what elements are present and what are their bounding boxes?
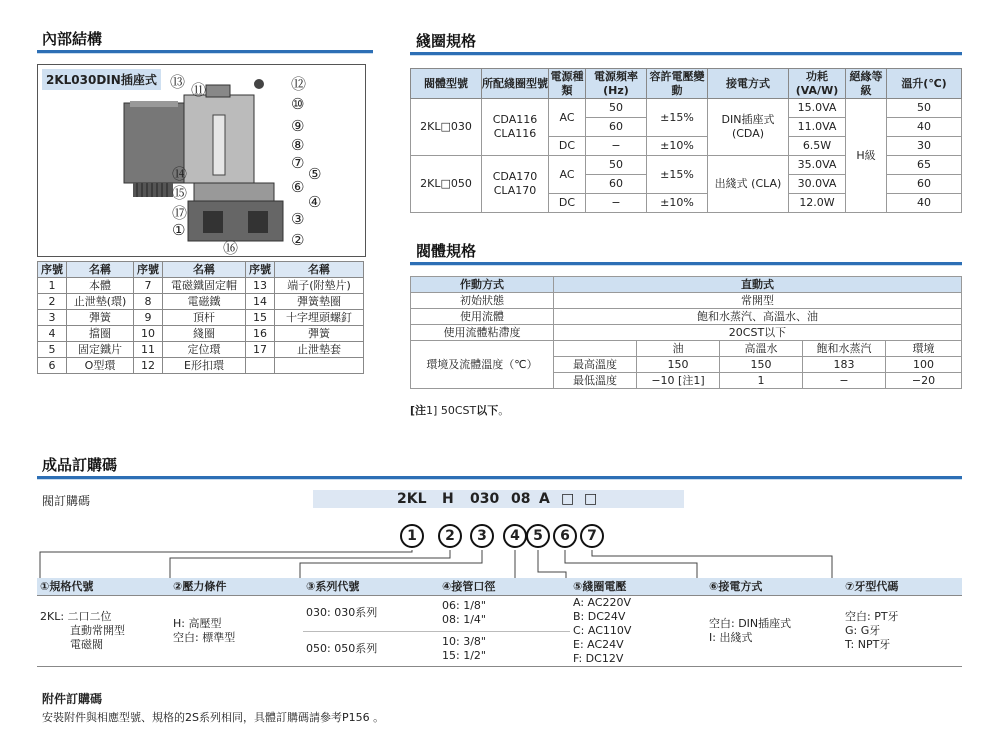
order-text: 08: 1/4" <box>442 613 486 627</box>
valve-cell: 最高溫度 <box>554 357 637 373</box>
code-part-3: 030 <box>470 491 500 507</box>
parts-cell: 止泄墊套 <box>275 342 364 358</box>
coil-header: 接電方式 <box>708 69 789 99</box>
coil-temp: 40 <box>887 194 962 213</box>
callout-9: ⑨ <box>291 117 305 135</box>
coil-insulation: H級 <box>846 99 887 213</box>
coil-model: 2KL□030 <box>411 99 482 156</box>
order-port-cell <box>439 596 570 632</box>
coil-temp: 50 <box>887 99 962 118</box>
callout-5: ⑤ <box>308 165 322 183</box>
order-text: H: 高壓型 <box>173 617 222 630</box>
valve-header: 直動式 <box>554 277 962 293</box>
parts-header: 序號 <box>246 262 275 278</box>
valve-row <box>411 341 962 357</box>
order-index-3: 3 <box>470 524 494 548</box>
code-part-4: 08 <box>511 491 531 507</box>
coil-header: 溫升(℃) <box>887 69 962 99</box>
parts-row <box>38 278 364 294</box>
valve-cell: −10 [注1] <box>637 373 720 389</box>
parts-cell: 本體 <box>67 278 134 294</box>
valve-col: 環境 <box>886 341 962 357</box>
coil-title: 綫圈規格 <box>416 32 477 50</box>
order-spec-cell <box>37 596 170 667</box>
parts-cell: 4 <box>38 326 67 342</box>
parts-header-row <box>38 262 364 278</box>
order-thread-cell <box>842 596 962 667</box>
order-header-row <box>37 578 962 596</box>
coil-spec-table <box>410 68 962 213</box>
parts-cell: 止泄墊(環) <box>67 294 134 310</box>
order-title: 成品訂購碼 <box>42 456 118 474</box>
callout-16: ⑯ <box>223 239 239 257</box>
coil-power-type: DC <box>549 137 586 156</box>
parts-cell: 13 <box>246 278 275 294</box>
coil-freq: 60 <box>586 175 647 194</box>
order-text: B: DC24V <box>573 610 626 623</box>
callout-1: ① <box>172 221 186 239</box>
valve-cell: −20 <box>886 373 962 389</box>
coil-temp: 30 <box>887 137 962 156</box>
parts-cell: 電磁鐵 <box>163 294 246 310</box>
coil-type: CDA170 CLA170 <box>482 156 549 213</box>
valve-env-label: 環境及流體溫度（℃） <box>411 341 554 389</box>
order-text: 15: 1/2" <box>442 648 486 662</box>
parts-header: 名稱 <box>163 262 246 278</box>
valve-cell: 最低溫度 <box>554 373 637 389</box>
parts-cell: 17 <box>246 342 275 358</box>
parts-header: 名稱 <box>275 262 364 278</box>
coil-tolerance: ±15% <box>647 99 708 137</box>
order-header: ③系列代號 <box>303 578 439 596</box>
parts-cell: O型環 <box>67 358 134 374</box>
order-label: 閥訂購碼 <box>42 494 91 508</box>
parts-cell: 5 <box>38 342 67 358</box>
code-part-6: □ <box>561 491 575 507</box>
order-underline <box>37 476 962 479</box>
coil-tolerance: ±10% <box>647 194 708 213</box>
callout-15: ⑮ <box>172 184 188 202</box>
parts-cell: 14 <box>246 294 275 310</box>
order-text: G: G牙 <box>845 624 881 637</box>
valve-cell: 1 <box>720 373 803 389</box>
parts-cell: 頂杆 <box>163 310 246 326</box>
parts-row <box>38 358 364 374</box>
order-port-cell <box>439 631 570 667</box>
valve-label: 初始狀態 <box>411 293 554 309</box>
callout-2: ② <box>291 231 305 249</box>
parts-cell: 擋圈 <box>67 326 134 342</box>
parts-cell: 6 <box>38 358 67 374</box>
parts-header: 序號 <box>38 262 67 278</box>
parts-cell: 十字埋頭螺釘 <box>275 310 364 326</box>
coil-model: 2KL□050 <box>411 156 482 213</box>
parts-cell: 11 <box>134 342 163 358</box>
coil-header: 所配綫圈型號 <box>482 69 549 99</box>
order-header: ⑦牙型代碼 <box>842 578 962 596</box>
parts-cell: 2 <box>38 294 67 310</box>
valve-cell: 100 <box>886 357 962 373</box>
coil-power-type: AC <box>549 99 586 137</box>
callout-8: ⑧ <box>291 136 305 154</box>
coil-header-row <box>411 69 962 99</box>
order-text: I: 出綫式 <box>709 631 753 644</box>
parts-table <box>37 261 364 374</box>
callout-12: ⑫ <box>291 75 307 93</box>
coil-header: 功耗(VA/W) <box>789 69 846 99</box>
coil-power: 35.0VA <box>789 156 846 175</box>
order-index-2: 2 <box>438 524 462 548</box>
coil-freq: 50 <box>586 156 647 175</box>
order-text: 10: 3/8" <box>442 634 486 648</box>
order-index-5: 5 <box>526 524 550 548</box>
coil-power: 11.0VA <box>789 118 846 137</box>
order-text: F: DC12V <box>573 652 624 665</box>
note-num: 1] <box>426 404 438 417</box>
note-end: 以下 <box>476 404 499 417</box>
coil-header: 容許電壓變動 <box>647 69 708 99</box>
valve-value: 20CST以下 <box>554 325 962 341</box>
parts-cell: 彈簧 <box>67 310 134 326</box>
callout-14: ⑭ <box>172 165 188 183</box>
order-text: 直動常開型 <box>70 624 125 637</box>
coil-temp: 65 <box>887 156 962 175</box>
internal-title: 內部結構 <box>42 30 103 48</box>
coil-tolerance: ±10% <box>647 137 708 156</box>
order-index-7: 7 <box>580 524 604 548</box>
coil-power-type: AC <box>549 156 586 194</box>
coil-power: 12.0W <box>789 194 846 213</box>
order-text: T: NPT牙 <box>845 638 891 651</box>
parts-cell: 固定鐵片 <box>67 342 134 358</box>
coil-header: 電源種類 <box>550 69 584 97</box>
diagram-title: 2KL030DIN插座式 <box>42 69 161 90</box>
valve-underline <box>410 262 962 265</box>
order-text: A: AC220V <box>573 596 632 609</box>
order-header: ⑤綫圈電壓 <box>570 578 706 596</box>
valve-spec-table <box>410 276 962 389</box>
note-body: 50CST <box>437 404 477 417</box>
coil-freq: − <box>586 137 647 156</box>
internal-underline <box>37 50 373 53</box>
coil-tolerance: ±15% <box>647 156 708 194</box>
valve-col: 高溫水 <box>720 341 803 357</box>
parts-cell: 綫圈 <box>163 326 246 342</box>
coil-row <box>411 99 962 118</box>
order-header: ⑥接電方式 <box>706 578 842 596</box>
coil-power: 15.0VA <box>789 99 846 118</box>
order-text: C: AC110V <box>573 624 632 637</box>
order-code-table <box>37 578 962 667</box>
valve-row <box>411 293 962 309</box>
coil-connection: DIN插座式 (CDA) <box>708 99 789 156</box>
parts-cell: 彈簧 <box>275 326 364 342</box>
coil-freq: − <box>586 194 647 213</box>
valve-row <box>411 309 962 325</box>
callout-6: ⑥ <box>291 178 305 196</box>
coil-header: 電源頻率(Hz) <box>586 69 647 99</box>
valve-note <box>410 402 509 418</box>
order-index-1: 1 <box>400 524 424 548</box>
internal-diagram <box>37 64 366 257</box>
valve-cell: − <box>803 373 886 389</box>
coil-power-type: DC <box>549 194 586 213</box>
note-dot: 。 <box>498 404 510 417</box>
order-series-cell: 030: 030系列 <box>303 596 439 632</box>
coil-power: 30.0VA <box>789 175 846 194</box>
order-connection-cell <box>706 596 842 667</box>
order-text: 空白: DIN插座式 <box>709 617 792 630</box>
parts-cell: 9 <box>134 310 163 326</box>
order-index-4: 4 <box>503 524 527 548</box>
parts-cell: 12 <box>134 358 163 374</box>
order-text: 06: 1/8" <box>442 599 486 613</box>
parts-cell: 彈簧墊圈 <box>275 294 364 310</box>
valve-col: 油 <box>637 341 720 357</box>
code-part-5: A <box>539 491 550 507</box>
parts-cell: 端子(附墊片) <box>275 278 364 294</box>
parts-cell: 10 <box>134 326 163 342</box>
callout-10: ⑩ <box>291 95 305 113</box>
order-pressure-cell <box>170 596 303 667</box>
parts-row <box>38 326 364 342</box>
parts-cell <box>246 358 275 374</box>
order-text: 電磁閥 <box>70 638 103 651</box>
order-voltage-cell <box>570 596 706 667</box>
valve-empty <box>554 341 637 357</box>
note-tag: [注 <box>410 404 427 417</box>
valve-label: 使用流體 <box>411 309 554 325</box>
parts-cell: 8 <box>134 294 163 310</box>
valve-value: 常開型 <box>554 293 962 309</box>
parts-cell: 16 <box>246 326 275 342</box>
parts-cell: 定位環 <box>163 342 246 358</box>
parts-header: 序號 <box>134 262 163 278</box>
valve-col: 飽和水蒸汽 <box>803 341 886 357</box>
coil-temp: 40 <box>887 118 962 137</box>
valve-label: 使用流體粘滯度 <box>411 325 554 341</box>
order-text: 空白: PT牙 <box>845 610 899 623</box>
callout-7: ⑦ <box>291 154 305 172</box>
order-header: ①規格代號 <box>37 578 170 596</box>
parts-header: 名稱 <box>67 262 134 278</box>
order-text: 2KL: 二口二位 <box>40 610 112 623</box>
coil-power: 6.5W <box>789 137 846 156</box>
parts-cell: 電磁鐵固定帽 <box>163 278 246 294</box>
accessory-text: 安裝附件與相應型號、規格的2S系列相同，具體訂購碼請參考P156 。 <box>42 711 385 724</box>
code-part-2: H <box>442 491 454 507</box>
coil-connection: 出綫式 (CLA) <box>708 156 789 213</box>
parts-cell: 15 <box>246 310 275 326</box>
valve-cell: 150 <box>720 357 803 373</box>
callout-11: ⑪ <box>191 81 207 99</box>
callout-3: ③ <box>291 210 305 228</box>
parts-cell: E形扣環 <box>163 358 246 374</box>
order-text: 空白: 標準型 <box>173 631 236 644</box>
coil-underline <box>410 52 962 55</box>
order-series-cell: 050: 050系列 <box>303 631 439 667</box>
order-code-bar <box>313 490 684 508</box>
valve-value: 飽和水蒸汽、高溫水、油 <box>554 309 962 325</box>
coil-type: CDA116 CLA116 <box>482 99 549 156</box>
callout-13: ⑬ <box>170 73 186 91</box>
valve-row <box>411 325 962 341</box>
valve-title: 閥體規格 <box>416 242 477 260</box>
parts-row <box>38 342 364 358</box>
parts-cell: 3 <box>38 310 67 326</box>
valve-header-row <box>411 277 962 293</box>
code-part-7: □ <box>584 491 598 507</box>
order-header: ④接管口徑 <box>439 578 570 596</box>
parts-cell: 7 <box>134 278 163 294</box>
order-row <box>37 596 962 632</box>
valve-cell: 150 <box>637 357 720 373</box>
code-part-1: 2KL <box>397 491 427 507</box>
coil-header: 絕緣等級 <box>846 69 887 99</box>
callout-4: ④ <box>308 193 322 211</box>
callout-17: ⑰ <box>172 204 188 222</box>
order-index-6: 6 <box>553 524 577 548</box>
parts-row <box>38 310 364 326</box>
order-header: ②壓力條件 <box>170 578 303 596</box>
accessory-title: 附件訂購碼 <box>42 692 103 706</box>
coil-temp: 60 <box>887 175 962 194</box>
order-text: E: AC24V <box>573 638 624 651</box>
parts-cell: 1 <box>38 278 67 294</box>
coil-header: 閥體型號 <box>411 69 482 99</box>
parts-row <box>38 294 364 310</box>
coil-freq: 50 <box>586 99 647 118</box>
valve-cell: 183 <box>803 357 886 373</box>
parts-cell <box>275 358 364 374</box>
valve-header: 作動方式 <box>411 277 554 293</box>
coil-freq: 60 <box>586 118 647 137</box>
